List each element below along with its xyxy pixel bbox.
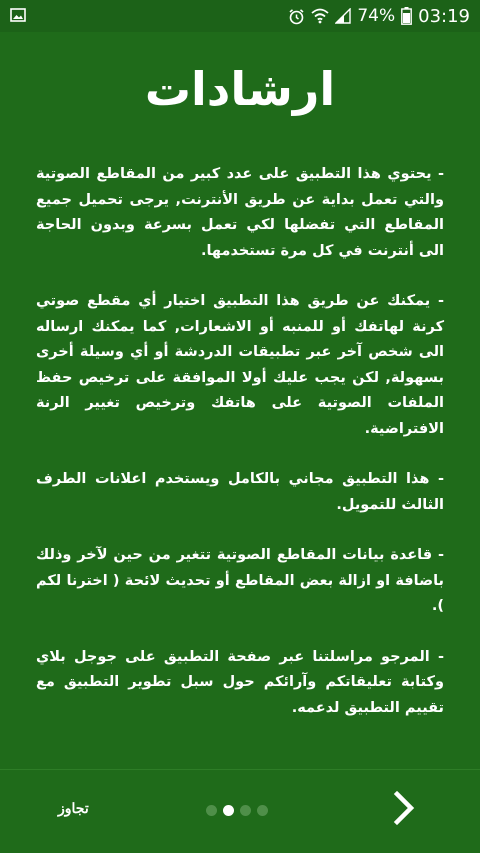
page-dot xyxy=(223,805,234,816)
skip-button[interactable]: تجاوز xyxy=(58,800,89,816)
paragraph-database-updates: - قاعدة بيانات المقاطع الصوتية تتغير من حين لآخر وذلك باضافة او ازالة بعض المقاطع أو تحديث لائحة ( اخترنا لكم ). xyxy=(36,547,444,614)
next-button[interactable] xyxy=(386,790,422,830)
paragraph-offline-download: - يحتوي هذا التطبيق على عدد كبير من المقاطع الصوتية والتي تعمل بداية عن طريق الأنترنت, يرجى تحميل جميع المقاطع التي تفضلها لكي تعمل بسرعة وبدون الحاجة الى أنترنت في كل مرة تستخدمها. xyxy=(36,166,444,259)
page-dot xyxy=(240,805,251,816)
wifi-icon xyxy=(311,8,329,24)
paragraph-free-ads: - هذا التطبيق مجاني بالكامل ويستخدم اعلانات الطرف الثالث للتمويل. xyxy=(36,471,444,513)
chevron-right-icon xyxy=(392,790,416,830)
page-indicator xyxy=(206,805,268,816)
clock: 03:19 xyxy=(418,5,470,27)
paragraph-feedback: - المرجو مراسلتنا عبر صفحة التطبيق على جوجل بلاي وكتابة تعليقاتكم وآرائكم حول سبل تطوير التطبيق مع تقييم التطبيق لدعمه. xyxy=(36,648,444,716)
page-title: ارشادات xyxy=(144,62,336,116)
alarm-icon xyxy=(288,8,305,25)
paragraph-ringtone-share: - يمكنك عن طريق هذا التطبيق اختيار أي مقطع صوتي كرنة لهاتفك أو للمنبه أو الاشعارات, كما يمكنك ارساله الى شخص آخر عبر تطبيقات الدردشة أو أي وسيلة أخرى بسهولة, لكن يجب عليك أولا الموافقة على ترخيص حفظ الملفات الصوتية على هاتفك وترخيص تغيير الرنة الافتراضية. xyxy=(36,293,444,437)
status-bar xyxy=(0,0,480,32)
instructions-content xyxy=(36,162,444,746)
onboarding-footer xyxy=(0,770,480,853)
page-dot xyxy=(206,805,217,816)
battery-icon xyxy=(401,7,412,25)
page-dot xyxy=(257,805,268,816)
image-icon xyxy=(10,7,26,26)
battery-level: 74% xyxy=(357,6,396,26)
signal-icon xyxy=(335,8,351,24)
